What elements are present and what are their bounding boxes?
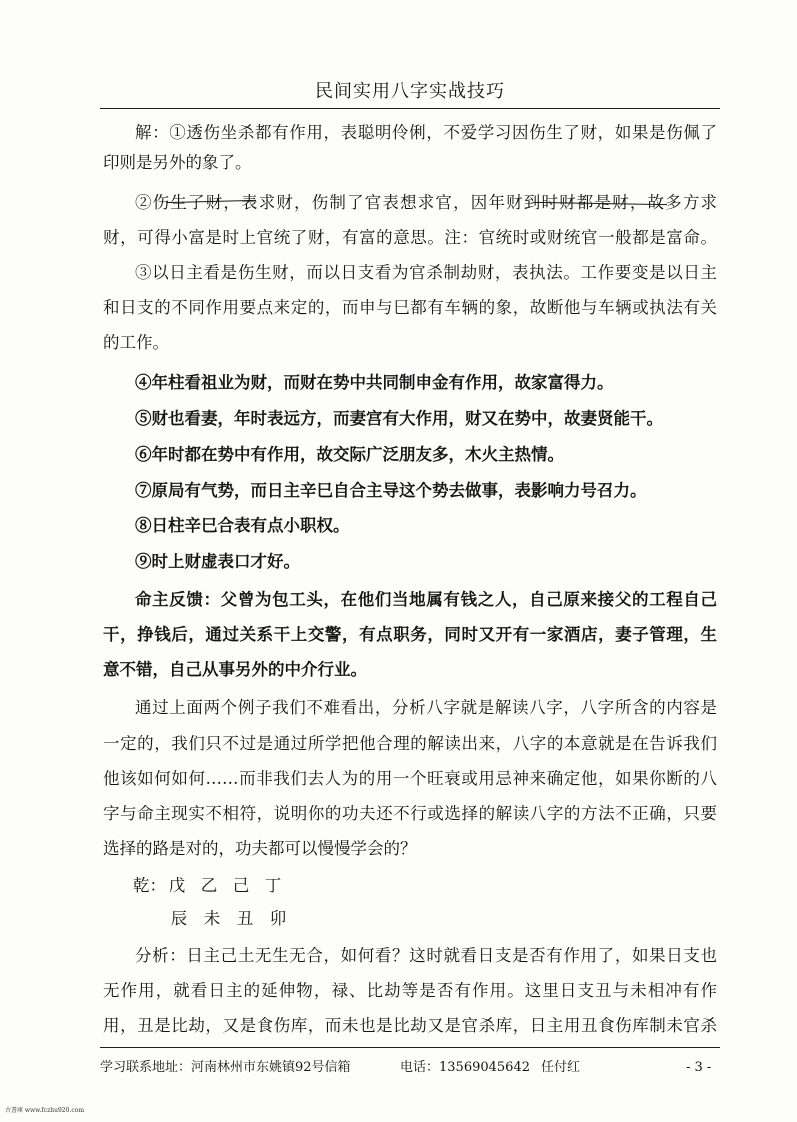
text-line: 用，丑是比劫，又是食伤库，而未也是比劫又是官杀库，日主用丑食伤库制未官杀 <box>103 1016 717 1035</box>
chart-stem: 己 <box>232 876 250 895</box>
footer-rule <box>100 1047 720 1048</box>
text-line: 解：①透伤坐杀都有作用，表聪明伶俐，不爱学习因伤生了财，如果是伤佩了 <box>135 123 717 142</box>
paragraph-6: ⑥年时都在势中有作用，故交际广泛朋友多，木火主热情。 <box>135 445 564 464</box>
paragraph-8: ⑧日柱辛巳合表有点小职权。 <box>135 516 350 535</box>
text-line: 字与命主现实不相符，说明你的功夫还不行或选择的解读八字的方法不正确，只要 <box>103 804 717 823</box>
text-line: 干，挣钱后，通过关系干上交警，有点职务，同时又开有一家酒店，妻子管理，生 <box>103 625 717 644</box>
text-line: ③以日主看是伤生财，而以日支看为官杀制劫财，表执法。工作要变是以日主 <box>135 263 717 282</box>
footer-address: 学习联系地址：河南林州市东姚镇92号信箱 <box>100 1060 351 1075</box>
text-line: 印则是另外的象了。 <box>103 153 252 172</box>
chart-branch: 辰 <box>170 909 188 928</box>
text-line: 分析：日主己土无生无合，如何看？这时就看日支是否有作用了，如果日支也 <box>135 946 717 965</box>
chart-branch: 卯 <box>269 909 287 928</box>
text-line: 命主反馈：父曾为包工头，在他们当地属有钱之人，自己原来接父的工程自己 <box>135 590 717 609</box>
text-line: 的工作。 <box>103 333 169 352</box>
header-rule <box>100 108 720 109</box>
chart-stem: 乙 <box>200 876 218 895</box>
text-line: 选择的路是对的，功夫都可以慢慢学会的？ <box>103 839 417 858</box>
text-line: 无作用，就看日主的延伸物，禄、比劫等是否有作用。这里日支丑与未相冲有作 <box>103 981 717 1000</box>
text-line: 他该如何如何……而非我们去人为的用一个旺衰或用忌神来确定他，如果你断的八 <box>103 769 717 788</box>
chart-stem: 丁 <box>264 876 282 895</box>
site-watermark: 古書庫 www.fczhu920.com <box>5 1107 85 1114</box>
chart-stem: 戊 <box>168 876 186 895</box>
paragraph-7: ⑦原局有气势，而日主辛巳自合主导这个势去做事，表影响力号召力。 <box>135 481 647 500</box>
paragraph-9: ⑨时上财虚表口才好。 <box>135 552 300 571</box>
paragraph-4: ④年柱看祖业为财，而财在势中共同制申金有作用，故家富得力。 <box>135 373 614 392</box>
footer-author: 任付红 <box>541 1060 581 1075</box>
chart-label: 乾： <box>133 876 166 895</box>
footer-phone: 电话：13569045642 <box>400 1060 530 1075</box>
chart-branch: 未 <box>203 909 221 928</box>
text-line: 财，可得小富是时上官统了财，有富的意思。注：官统时或财统官一般都是富命。 <box>103 228 717 247</box>
chart-branch: 丑 <box>236 909 254 928</box>
page-number: - 3 - <box>686 1060 712 1075</box>
text-line: 和日支的不同作用要点来定的，而申与巳都有车辆的象，故断他与车辆或执法有关 <box>103 298 717 317</box>
paragraph-5: ⑤财也看妻，年时表远方，而妻宫有大作用，财又在势中，故妻贤能干。 <box>135 409 663 428</box>
text-line: ②伤生了财，表求财，伤制了官表想求官，因年财到时财都是财，故多方求 <box>135 193 717 212</box>
text-line: 通过上面两个例子我们不难看出，分析八字就是解读八字，八字所含的内容是 <box>135 698 717 717</box>
text-line: 意不错，自己从事另外的中介行业。 <box>103 660 367 679</box>
running-header: 民间实用八字实战技巧 <box>315 81 505 102</box>
text-line: 一定的，我们只不过是通过所学把他合理的解读出来，八字的本意就是在告诉我们 <box>103 734 717 753</box>
